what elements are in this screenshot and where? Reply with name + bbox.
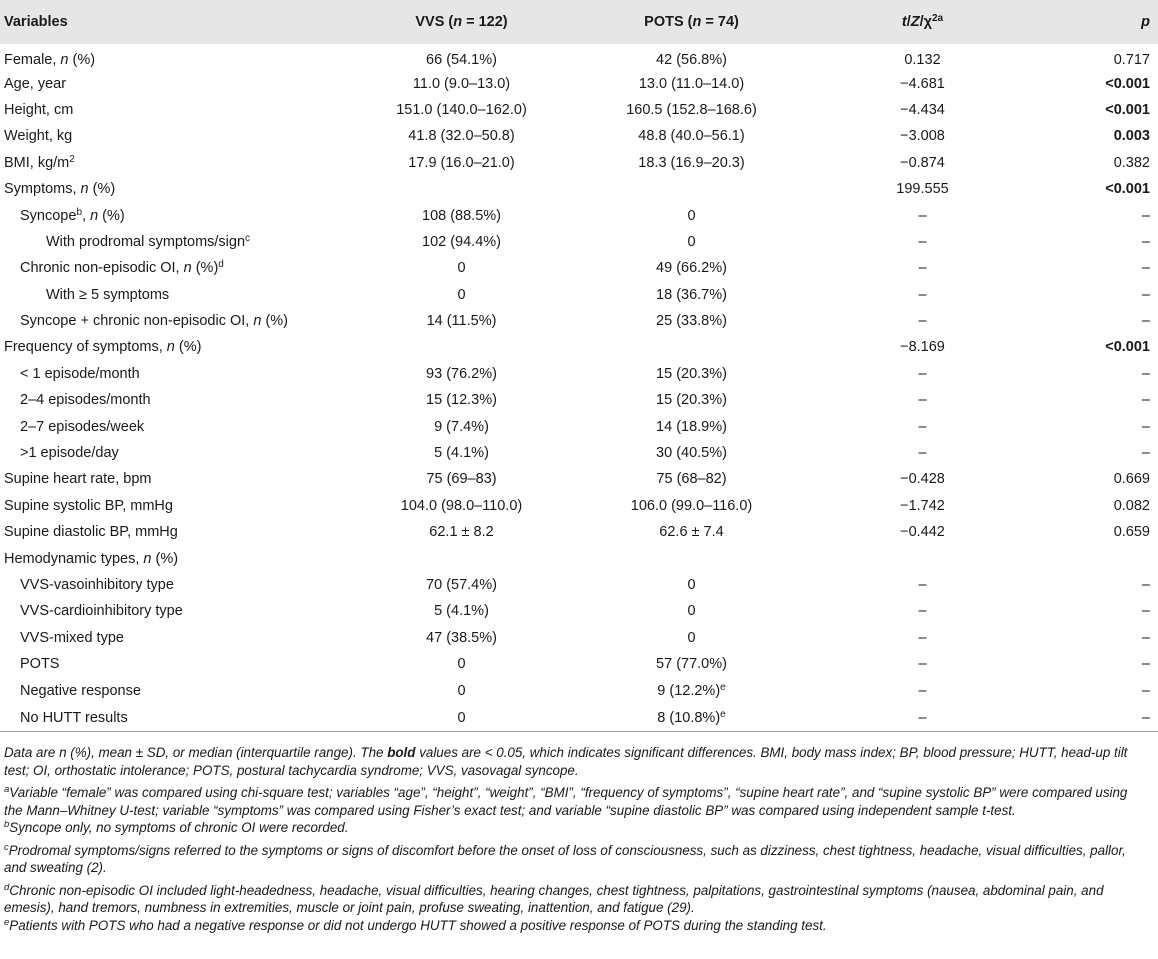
table-header-row	[0, 0, 1158, 44]
row-label: VVS-cardioinhibitory type	[20, 603, 183, 620]
row-label: 2–4 episodes/month	[20, 392, 151, 409]
cell-stat: –	[918, 656, 927, 673]
header-pots: POTS (n = 74)	[644, 14, 739, 30]
table-row	[0, 123, 1158, 149]
footnote-general: Data are n (%), mean ± SD, or median (interquartile range). The bold values are < 0.05, which indicates significant differences. BMI, body mass index; BP, blood pressure; HUTT, head-up tilt test; OI, orthostatic intolerance; POTS, postural tachycardia syndrome; VVS, vasovagal syncope.	[4, 745, 1128, 778]
row-label: No HUTT results	[0, 704, 349, 732]
cell-stat: –	[918, 577, 927, 593]
table-row	[0, 229, 1158, 255]
cell-vvs: 0	[457, 656, 466, 673]
header-stat-sup: 2a	[932, 13, 944, 24]
row-label: Female, n (%)	[4, 52, 96, 69]
cell-pots	[574, 545, 809, 571]
table-row	[0, 255, 1158, 281]
cell-vvs: 0	[457, 682, 466, 699]
cell-p: –	[1141, 207, 1150, 224]
cell-p: –	[1141, 392, 1150, 409]
table-row	[0, 440, 1158, 466]
cell-pots: 0	[687, 207, 696, 224]
row-label: Symptoms, n (%)	[4, 181, 116, 198]
cell-pots: 62.6 ± 7.4	[659, 524, 724, 541]
row-label: 2–7 episodes/week	[20, 418, 145, 435]
cell-pots: 9 $(12.2\%)^e$	[657, 681, 726, 699]
cell-pots: 14 (18.9%)	[656, 418, 727, 435]
cell-p: –	[1141, 445, 1150, 462]
cell-p: –	[1141, 233, 1150, 250]
cell-stat: −0.428	[900, 471, 945, 488]
table-row	[0, 598, 1158, 624]
table-row	[0, 466, 1158, 492]
header-variables: Variables	[4, 14, 68, 30]
cell-p: 0.082	[1113, 497, 1150, 514]
cell-stat: –	[918, 233, 927, 250]
row-label: With ≥ 5 symptoms	[46, 286, 170, 303]
table-row	[0, 176, 1158, 202]
cell-stat: –	[918, 365, 927, 382]
table-row	[0, 519, 1158, 545]
cell-stat: –	[918, 445, 927, 462]
table-row	[0, 97, 1158, 123]
cell-pots: 42 (56.8%)	[656, 52, 727, 69]
row-label: Chronic non-episodic OI, n (%)$^d$	[20, 259, 224, 277]
cell-stat: –	[918, 313, 927, 330]
footnote-e: $^e$Patients with POTS who had a negative response or did not undergo HUTT showed a positive response of POTS during the standing test.	[4, 916, 827, 933]
table-row	[0, 387, 1158, 413]
row-label: Supine heart rate, bpm	[4, 471, 152, 488]
header-vvs: VVS (n = 122)	[415, 14, 508, 30]
cell-p: 0.659	[1113, 524, 1150, 541]
cell-stat: –	[918, 207, 927, 224]
cell-p: –	[1141, 656, 1150, 673]
cell-p: –	[1141, 629, 1150, 646]
row-label: With prodromal symptoms/sign$^c$	[46, 232, 251, 250]
cell-pots: 160.5 (152.8–168.6)	[626, 101, 757, 118]
cell-p: –	[1141, 260, 1150, 277]
cell-vvs: 47 (38.5%)	[426, 629, 497, 646]
table-row	[0, 334, 1158, 360]
table-row	[0, 651, 1158, 677]
cell-vvs: 62.1 ± 8.2	[429, 524, 494, 541]
cell-p: 0.717	[1113, 52, 1150, 69]
cell-pots: 15 (20.3%)	[656, 392, 727, 409]
cell-pots: 15 (20.3%)	[656, 365, 727, 382]
table-row	[0, 572, 1158, 598]
cell-stat: –	[918, 603, 927, 620]
table-row	[0, 704, 1158, 732]
cell-stat: 0.132	[904, 52, 941, 69]
cell-pots: 57 (77.0%)	[656, 656, 727, 673]
cell-stat: −3.008	[900, 128, 945, 145]
table-row	[0, 44, 1158, 70]
cell-p: –	[1141, 577, 1150, 593]
row-label: Negative response	[20, 682, 141, 699]
cell-p: <0.001	[1105, 181, 1150, 198]
footnote-a: $^a$Variable “female” was compared using chi-square test; variables “age”, “height”, “weight”, “BMI”, “frequency of symptoms”, “supine heart rate”, and “supine systolic BP” were compared using the Mann–Whitney U-test; variable “symptoms” was compared using Fisher’s exact test; and variable “supine diastolic BP” was compared using independent sample t-test.	[4, 784, 1128, 818]
cell-stat: 199.555	[896, 181, 949, 198]
row-label: Frequency of symptoms, n (%)	[4, 339, 202, 356]
cell-pots: 48.8 (40.0–56.1)	[638, 128, 745, 145]
cell-pots: 13.0 (11.0–14.0)	[638, 75, 745, 92]
cell-vvs: 11.0 (9.0–13.0)	[412, 75, 511, 92]
row-label: POTS	[20, 656, 60, 673]
cell-vvs: 5 (4.1%)	[434, 445, 489, 462]
cell-stat: −4.681	[900, 75, 945, 92]
cell-pots: 49 (66.2%)	[656, 260, 727, 277]
cell-pots: 30 (40.5%)	[656, 445, 727, 462]
cell-vvs: 104.0 (98.0–110.0)	[400, 497, 523, 514]
cell-p: –	[1141, 603, 1150, 620]
table-row	[0, 282, 1158, 308]
cell-stat: –	[918, 682, 927, 699]
row-label: >1 episode/day	[20, 445, 119, 462]
row-label: BMI, $kg/m^2$	[4, 153, 75, 171]
cell-pots: 0	[687, 603, 696, 620]
cell-p: 0.382	[1113, 154, 1150, 171]
cell-pots: 75 (68–82)	[656, 471, 727, 488]
cell-vvs: 102 (94.4%)	[422, 233, 501, 250]
table-row	[0, 202, 1158, 228]
cell-stat: –	[918, 260, 927, 277]
row-label: Weight, kg	[4, 128, 73, 145]
cell-stat: −0.874	[900, 154, 945, 171]
cell-vvs: 0	[349, 704, 574, 732]
header-stat: $t/Z/\chi^{2a}$	[901, 13, 944, 30]
cell-stat: –	[918, 286, 927, 303]
cell-pots: 18.3 (16.9–20.3)	[638, 154, 745, 171]
cell-vvs: 0	[457, 260, 466, 277]
cell-p: <0.001	[1105, 339, 1150, 356]
cell-vvs: 108 (88.5%)	[422, 207, 501, 224]
table-row	[0, 361, 1158, 387]
cell-p: <0.001	[1105, 101, 1150, 118]
cell-stat	[809, 545, 1036, 571]
table-row	[0, 625, 1158, 651]
cell-vvs	[349, 176, 574, 202]
cell-stat: –	[809, 704, 1036, 732]
cell-vvs	[349, 545, 574, 571]
cell-stat: −0.442	[900, 524, 945, 541]
cell-vvs: 41.8 (32.0–50.8)	[408, 128, 515, 145]
cell-p: –	[1141, 418, 1150, 435]
cell-vvs: 5 (4.1%)	[434, 603, 489, 620]
cell-p: <0.001	[1105, 75, 1150, 92]
row-label: VVS-vasoinhibitory type	[20, 577, 174, 593]
cell-vvs: 70 (57.4%)	[426, 577, 497, 593]
cell-vvs: 15 (12.3%)	[426, 392, 497, 409]
cell-pots: 0	[687, 577, 696, 593]
row-label: Syncope$^b$, n (%)	[20, 206, 125, 224]
cell-p	[1036, 545, 1158, 571]
row-label: Hemodynamic types, n (%)	[4, 550, 179, 567]
cell-pots: 0	[687, 629, 696, 646]
cell-p: 0.669	[1113, 471, 1150, 488]
cell-pots: 18 (36.7%)	[656, 286, 727, 303]
cell-vvs: 0	[457, 286, 466, 303]
cell-pots: 0	[687, 233, 696, 250]
table-row	[0, 413, 1158, 439]
cell-p: –	[1036, 704, 1158, 732]
cell-p: –	[1141, 682, 1150, 699]
cell-p: 0.003	[1113, 128, 1150, 145]
cell-pots	[574, 334, 809, 360]
cell-vvs: 151.0 (140.0–162.0)	[396, 101, 527, 118]
cell-stat: −8.169	[900, 339, 945, 356]
cell-p: –	[1141, 365, 1150, 382]
cell-stat: −4.434	[900, 101, 945, 118]
cell-pots: 106.0 (99.0–116.0)	[630, 497, 753, 514]
cell-vvs: 75 (69–83)	[426, 471, 497, 488]
table-row	[0, 70, 1158, 96]
row-label: VVS-mixed type	[20, 629, 124, 646]
table-row	[0, 545, 1158, 571]
cell-vvs: 17.9 (16.0–21.0)	[408, 154, 515, 171]
cell-pots: 8 $(10.8\%)^e$	[574, 704, 809, 732]
row-label: < 1 episode/month	[20, 365, 140, 382]
footnote-b: $^b$Syncope only, no symptoms of chronic OI were recorded.	[4, 819, 349, 835]
table-row	[0, 493, 1158, 519]
table-row	[0, 308, 1158, 334]
cell-pots: 25 (33.8%)	[656, 313, 727, 330]
cell-stat: –	[918, 418, 927, 435]
row-label: Syncope + chronic non-episodic OI, n (%)	[20, 313, 289, 330]
cell-vvs: 93 (76.2%)	[426, 365, 497, 382]
cell-vvs: 9 (7.4%)	[434, 418, 489, 435]
cell-stat: –	[918, 392, 927, 409]
table-footnotes	[4, 744, 1144, 934]
header-p: p	[1141, 14, 1150, 30]
cell-vvs: 66 (54.1%)	[426, 52, 497, 69]
row-label: Supine systolic BP, mmHg	[4, 497, 173, 514]
cell-vvs: 14 (11.5%)	[426, 313, 497, 330]
footnote-d: $^d$Chronic non-episodic OI included light-headedness, headache, visual difficulties, hearing changes, chest tightness, palpitations, gastrointestinal symptoms (nausea, abdominal pain, and emesis), hand tremors, numbness in extremities, muscle or joint pain, profuse sweating, inattention, and fatigue (29).	[4, 881, 1104, 915]
cell-stat: –	[918, 629, 927, 646]
row-label: Age, year	[4, 75, 67, 92]
cell-stat: −1.742	[900, 497, 945, 514]
cell-p: –	[1141, 286, 1150, 303]
row-label: Supine diastolic BP, mmHg	[4, 524, 178, 541]
table-row	[0, 150, 1158, 176]
footnote-c: $^c$Prodromal symptoms/signs referred to the symptoms or signs of discomfort before the onset of loss of consciousness, such as dizziness, chest tightness, headache, visual difficulties, pallor, and sweating (2).	[4, 841, 1126, 875]
cell-pots	[574, 176, 809, 202]
cell-p: –	[1141, 313, 1150, 330]
row-label: Height, cm	[4, 101, 74, 118]
table-row	[0, 677, 1158, 703]
cell-vvs	[349, 334, 574, 360]
